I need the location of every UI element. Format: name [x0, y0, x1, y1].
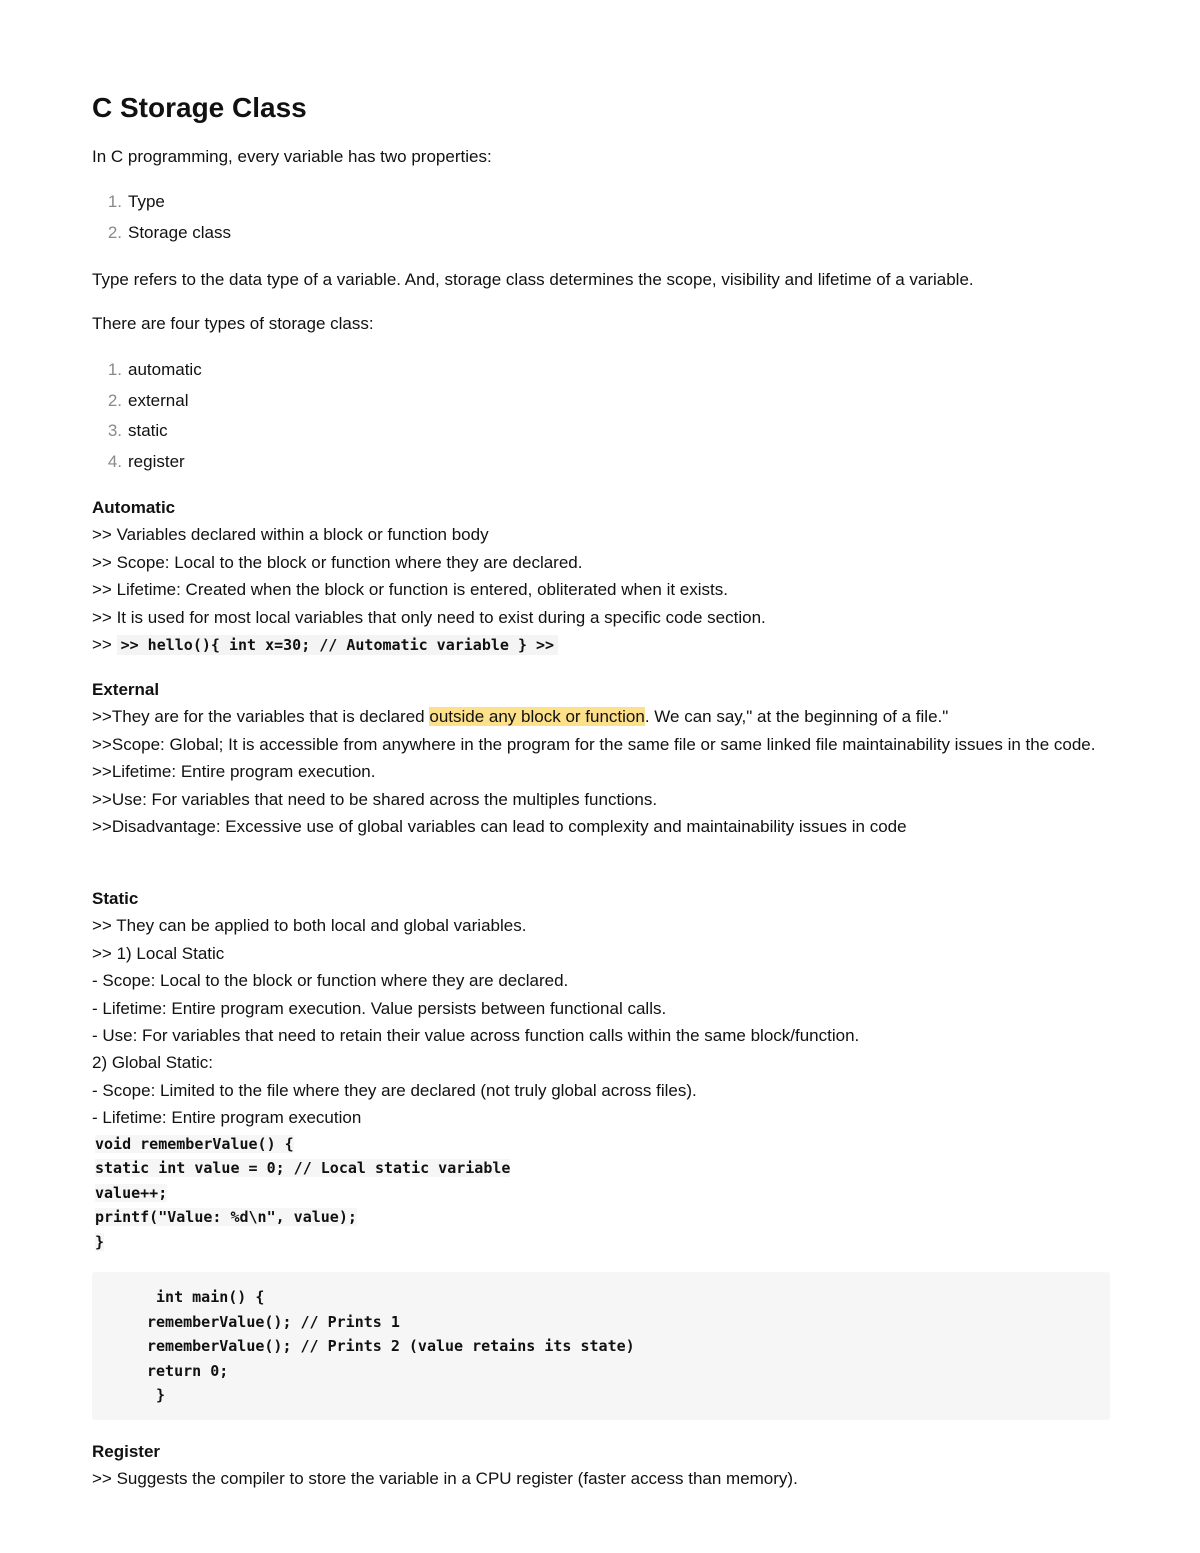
static-section — [92, 885, 1112, 1254]
storage-class-list — [92, 355, 202, 477]
code-line: rememberValue(); // Prints 2 (value retains its state) — [147, 1337, 635, 1356]
page-title: C Storage Class — [92, 92, 307, 123]
code-line: value++; — [95, 1183, 168, 1202]
automatic-inline-code: >> hello(){ int x=30; // Automatic variable } >> — [117, 635, 558, 655]
highlighted-text: outside any block or function — [429, 707, 645, 727]
register-line: >> Suggests the compiler to store the variable in a CPU register (faster access than memory). — [92, 1469, 798, 1489]
code-line: rememberValue(); // Prints 1 — [147, 1312, 400, 1331]
code-line: static int value = 0; // Local static variable — [95, 1159, 511, 1178]
static-heading: Static — [92, 889, 139, 908]
intro-paragraph: In C programming, every variable has two properties: — [92, 147, 492, 166]
automatic-line: >> Scope: Local to the block or function where they are declared. — [92, 552, 583, 572]
static-code-snippet — [92, 1132, 1112, 1255]
external-scope-line: >>Scope: Global; It is accessible from anywhere in the program for the same file or same linked file maintainability issues in the code. — [92, 734, 1096, 754]
static-line: - Lifetime: Entire program execution. Value persists between functional calls. — [92, 998, 667, 1018]
automatic-line: >> Variables declared within a block or function body — [92, 525, 489, 545]
code-line: return 0; — [147, 1361, 229, 1380]
external-section — [92, 676, 1112, 840]
list-item: 1. automatic — [107, 360, 202, 379]
external-line: >>Disadvantage: Excessive use of global variables can lead to complexity and maintainability issues in code — [92, 817, 907, 837]
code-line: printf("Value: %d\n", value); — [95, 1208, 357, 1227]
code-line: void rememberValue() { — [95, 1134, 294, 1153]
properties-list — [92, 187, 231, 248]
list-item: 2. Storage class — [107, 222, 231, 242]
static-line: - Use: For variables that need to retain their value across function calls within the same block/function. — [92, 1026, 860, 1046]
automatic-line: >> It is used for most local variables that only need to exist during a specific code section. — [92, 607, 766, 627]
external-line: >>Use: For variables that need to be shared across the multiples functions. — [92, 789, 658, 809]
code-line: int main() { — [147, 1288, 265, 1306]
static-line: >> They can be applied to both local and global variables. — [92, 916, 527, 936]
type-definition-paragraph: Type refers to the data type of a variable. And, storage class determines the scope, visibility and lifetime of a variable. — [92, 270, 974, 289]
external-heading: External — [92, 680, 160, 699]
list-item: 4. register — [107, 451, 185, 471]
register-section — [92, 1438, 1112, 1493]
static-line: >> 1) Local Static — [92, 943, 225, 963]
static-line: 2) Global Static: — [92, 1053, 213, 1073]
code-line: } — [95, 1232, 105, 1251]
automatic-section — [92, 494, 1112, 659]
automatic-code-line: >> >> hello(){ int x=30; // Automatic variable } >> — [92, 631, 1112, 659]
register-heading: Register — [92, 1442, 161, 1461]
list-item: 1. Type — [107, 192, 165, 211]
static-line: - Lifetime: Entire program execution — [92, 1108, 362, 1128]
external-line: >>They are for the variables that is declared outside any block or function. We can say," at the beginning of a file." — [92, 707, 949, 727]
external-line: >>Lifetime: Entire program execution. — [92, 762, 376, 782]
automatic-line: >> Lifetime: Created when the block or function is entered, obliterated when it exists. — [92, 580, 728, 600]
static-line: - Scope: Limited to the file where they are declared (not truly global across files). — [92, 1080, 697, 1100]
four-types-paragraph: There are four types of storage class: — [92, 314, 374, 333]
main-code-block — [92, 1272, 1110, 1420]
automatic-heading: Automatic — [92, 498, 176, 517]
list-item: 3. static — [107, 421, 168, 440]
list-item: 2. external — [107, 390, 189, 410]
static-line: - Scope: Local to the block or function where they are declared. — [92, 971, 569, 991]
code-line: } — [147, 1386, 166, 1405]
